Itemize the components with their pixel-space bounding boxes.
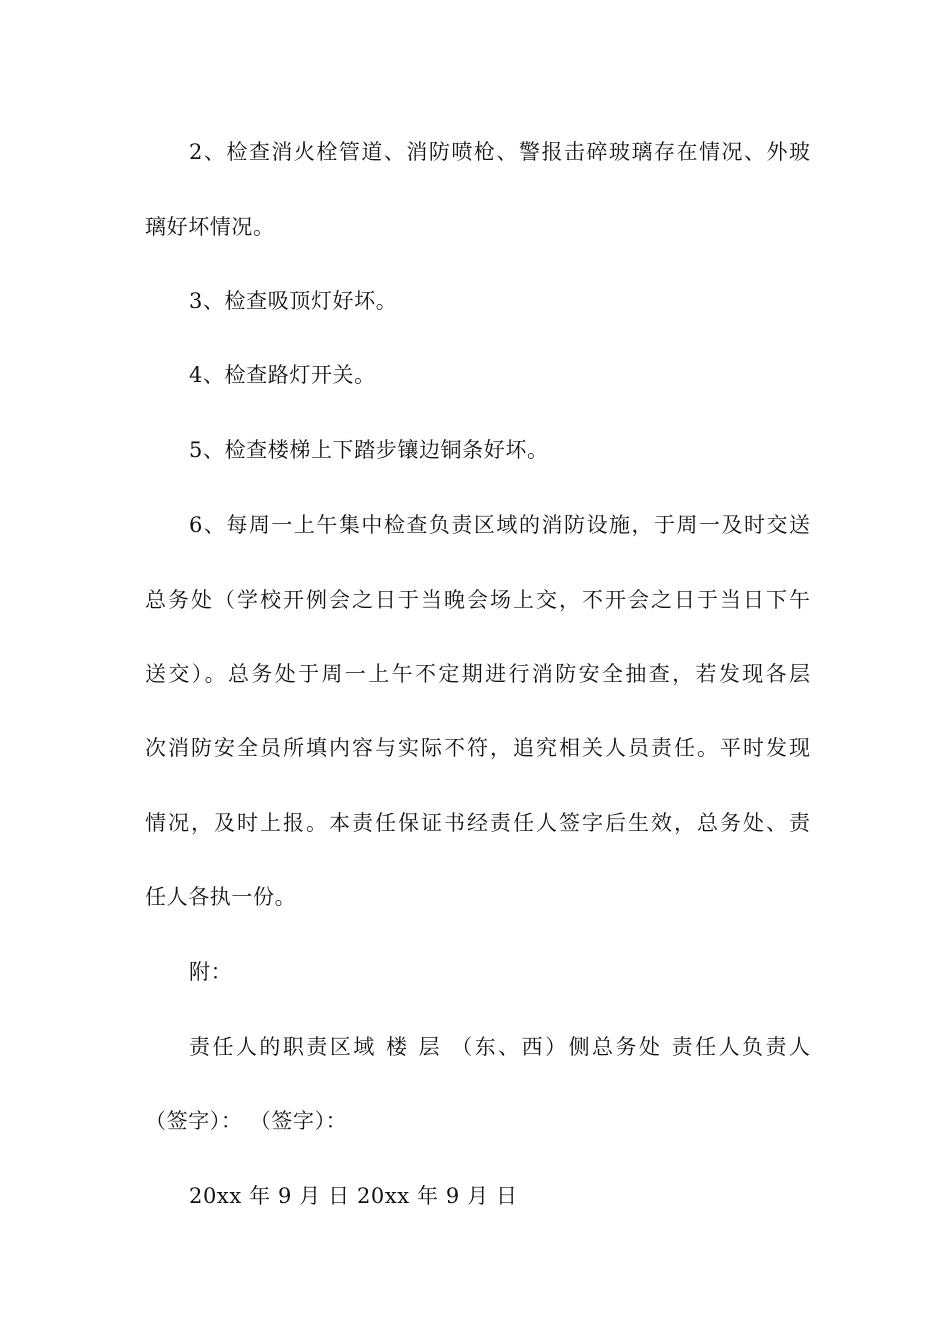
date-line: 20xx 年 9 月 日 20xx 年 9 月 日 <box>189 1184 518 1208</box>
paragraph-item-3: 3、检查吸顶灯好坏。 <box>189 289 398 313</box>
paragraph-item-4: 4、检查路灯开关。 <box>189 363 376 387</box>
signature-area-line-1: 责任人的职责区域 楼 层 （东、西）侧总务处 责任人负责人 <box>189 1035 810 1059</box>
paragraph-item-6-line-6: 任人各执一份。 <box>145 885 297 909</box>
paragraph-item-5: 5、检查楼梯上下踏步镶边铜条好坏。 <box>189 438 549 462</box>
signature-area-line-2: （签字）： （签字）： <box>145 1109 348 1133</box>
paragraph-item-6-line-3: 送交）。总务处于周一上午不定期进行消防安全抽查，若发现各层 <box>145 662 810 686</box>
appendix-label: 附： <box>189 960 233 984</box>
paragraph-item-6-line-4: 次消防安全员所填内容与实际不符，追究相关人员责任。平时发现 <box>145 736 810 760</box>
paragraph-item-2-line-1: 2、检查消火栓管道、消防喷枪、警报击碎玻璃存在情况、外玻 <box>189 140 810 164</box>
paragraph-item-6-line-2: 总务处（学校开例会之日于当晚会场上交，不开会之日于当日下午 <box>145 588 810 612</box>
paragraph-item-2-line-2: 璃好坏情况。 <box>145 215 275 239</box>
paragraph-item-6-line-1: 6、每周一上午集中检查负责区域的消防设施，于周一及时交送 <box>189 513 810 537</box>
paragraph-item-6-line-5: 情况，及时上报。本责任保证书经责任人签字后生效，总务处、责 <box>145 811 810 835</box>
